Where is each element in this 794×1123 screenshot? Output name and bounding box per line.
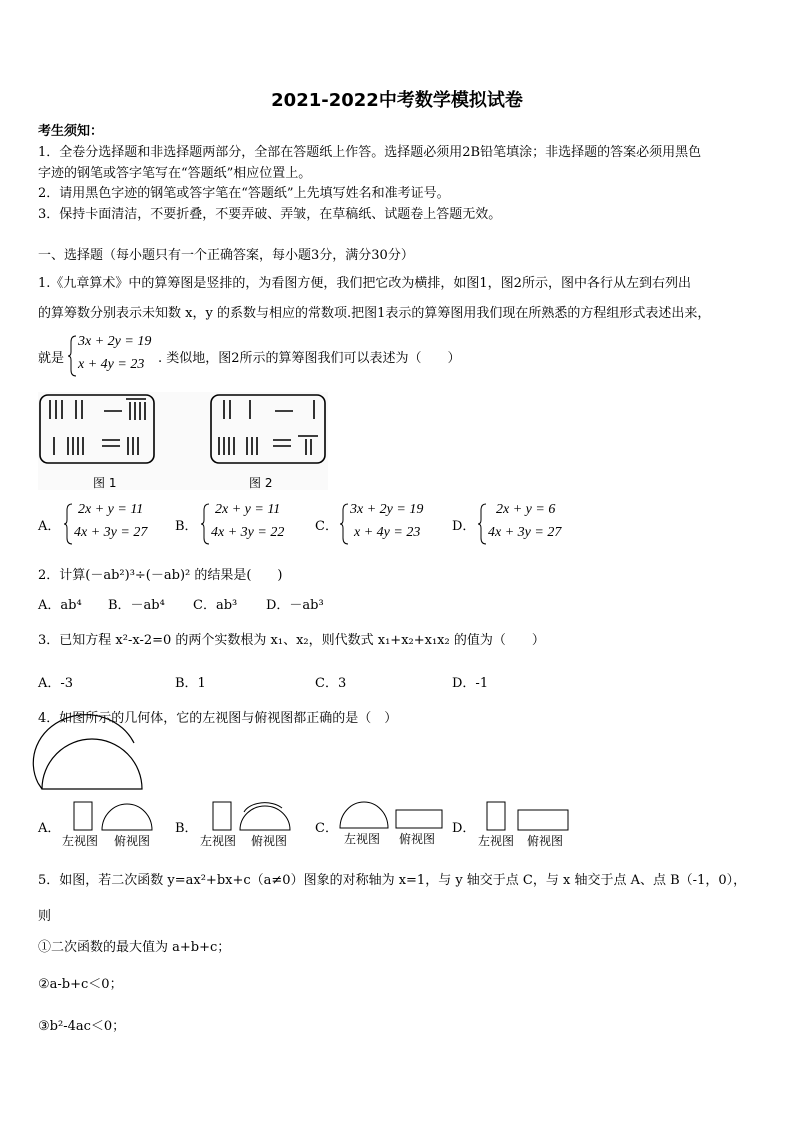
q1-tail: . 类似地，图2所示的算筹图我们可以表述为（ ） bbox=[158, 351, 461, 366]
notice-line-3: 3．保持卡面清洁，不要折叠，不要弄破、弄皱，在草稿纸、试题卷上答题无效。 bbox=[38, 207, 502, 222]
q4-option-d-views[interactable] bbox=[476, 800, 576, 832]
q2-text: 2．计算(－ab²)³÷(－ab)² 的结果是( ) bbox=[38, 568, 283, 583]
q4-option-b-letter[interactable]: B． bbox=[175, 821, 198, 836]
q4-text: 4．如图所示的几何体，它的左视图与俯视图都正确的是（ ） bbox=[38, 711, 398, 726]
q4-c-top-view-label: 俯视图 bbox=[399, 832, 436, 846]
q4-d-top-view-label: 俯视图 bbox=[527, 834, 564, 848]
left-brace-icon bbox=[478, 502, 488, 546]
q1-option-b-eq1: 2x + y = 11 bbox=[215, 502, 281, 517]
fig1-label: 图 1 bbox=[93, 476, 117, 490]
left-brace-icon bbox=[340, 502, 350, 546]
q4-option-c-letter[interactable]: C． bbox=[315, 821, 338, 836]
q1-option-a-eq2: 4x + 3y = 27 bbox=[74, 525, 148, 540]
q1-option-c-eq1: 3x + 2y = 19 bbox=[350, 502, 424, 517]
q1-option-a-letter[interactable]: A． bbox=[38, 519, 61, 534]
notice-line-1a: 1．全卷分选择题和非选择题两部分，全部在答题纸上作答。选择题必须用2B铅笔填涂；非选择题的答案必须用黑色 bbox=[38, 145, 702, 160]
q1-equation-2: x + 4y = 23 bbox=[78, 357, 145, 372]
q5-line-1: 5．如图，若二次函数 y=ax²+bx+c（a≠0）图象的对称轴为 x=1，与 y 轴交于点 C，与 x 轴交于点 A、点 B（-1，0）， bbox=[38, 873, 747, 888]
q3-option-c[interactable]: C．3 bbox=[315, 676, 347, 691]
q4-a-top-view-label: 俯视图 bbox=[114, 834, 151, 848]
left-brace-icon bbox=[68, 334, 78, 378]
q4-option-a-views[interactable] bbox=[60, 800, 160, 832]
notice-line-2: 2．请用黑色字迹的钢笔或答字笔在“答题纸”上先填写姓名和准考证号。 bbox=[38, 186, 450, 201]
q1-equation-1: 3x + 2y = 19 bbox=[78, 334, 152, 349]
left-brace-icon bbox=[64, 502, 74, 546]
q1-option-d-eq1: 2x + y = 6 bbox=[496, 502, 556, 517]
fig2-label: 图 2 bbox=[249, 476, 273, 490]
q2-option-b[interactable]: B．－ab⁴ bbox=[108, 598, 165, 613]
q5-line-2: 则 bbox=[38, 909, 52, 924]
section-heading: 一、选择题（每小题只有一个正确答案，每小题3分，满分30分） bbox=[38, 248, 414, 263]
q4-option-d-letter[interactable]: D． bbox=[452, 821, 476, 836]
q5-statement-2: ②a-b+c＜0； bbox=[38, 977, 123, 992]
q3-option-d[interactable]: D．-1 bbox=[452, 676, 489, 691]
q1-line-2: 的算筹数分别表示未知数 x，y 的系数与相应的常数项.把图1表示的算筹图用我们现在所熟悉的方程组形式表述出来， bbox=[38, 306, 711, 321]
q3-option-a[interactable]: A．-3 bbox=[38, 676, 74, 691]
q2-option-a[interactable]: A．ab⁴ bbox=[38, 598, 82, 613]
q1-option-d-letter[interactable]: D． bbox=[452, 519, 476, 534]
q1-option-b-letter[interactable]: B． bbox=[175, 519, 198, 534]
q1-option-a-eq1: 2x + y = 11 bbox=[78, 502, 144, 517]
notice-heading: 考生须知： bbox=[38, 124, 104, 139]
q4-solid-figure bbox=[36, 733, 146, 793]
q3-option-b[interactable]: B．1 bbox=[175, 676, 206, 691]
notice-line-1b: 字迹的钢笔或答字笔写在“答题纸”相应位置上。 bbox=[38, 166, 312, 181]
q4-c-left-view-label: 左视图 bbox=[344, 832, 381, 846]
q4-b-left-view-label: 左视图 bbox=[200, 834, 237, 848]
q4-d-left-view-label: 左视图 bbox=[478, 834, 515, 848]
q4-option-b-views[interactable] bbox=[198, 800, 298, 832]
q4-a-left-view-label: 左视图 bbox=[62, 834, 99, 848]
q4-b-top-view-label: 俯视图 bbox=[251, 834, 288, 848]
q3-text: 3．已知方程 x²-x-2=0 的两个实数根为 x₁、x₂，则代数式 x₁+x₂+x₁x₂ 的值为（ ） bbox=[38, 633, 545, 648]
q2-option-c[interactable]: C．ab³ bbox=[193, 598, 238, 613]
q1-figures bbox=[38, 392, 328, 490]
q4-option-a-letter[interactable]: A． bbox=[38, 821, 61, 836]
q1-lead: 就是 bbox=[38, 351, 65, 366]
q5-statement-1: ①二次函数的最大值为 a+b+c； bbox=[38, 940, 231, 955]
q1-option-b-eq2: 4x + 3y = 22 bbox=[211, 525, 285, 540]
q1-line-1: 1.《九章算术》中的算筹图是竖排的，为看图方便，我们把它改为横排，如图1，图2所示，图中各行从左到右列出 bbox=[38, 276, 691, 291]
page-title: 2021-2022中考数学模拟试卷 bbox=[271, 90, 523, 111]
q1-option-c-eq2: x + 4y = 23 bbox=[354, 525, 421, 540]
q5-statement-3: ③b²-4ac＜0； bbox=[38, 1019, 126, 1034]
q4-option-c-views[interactable] bbox=[338, 800, 448, 832]
left-brace-icon bbox=[201, 502, 211, 546]
q1-option-c-letter[interactable]: C． bbox=[315, 519, 338, 534]
q1-option-d-eq2: 4x + 3y = 27 bbox=[488, 525, 562, 540]
q2-option-d[interactable]: D．－ab³ bbox=[266, 598, 324, 613]
